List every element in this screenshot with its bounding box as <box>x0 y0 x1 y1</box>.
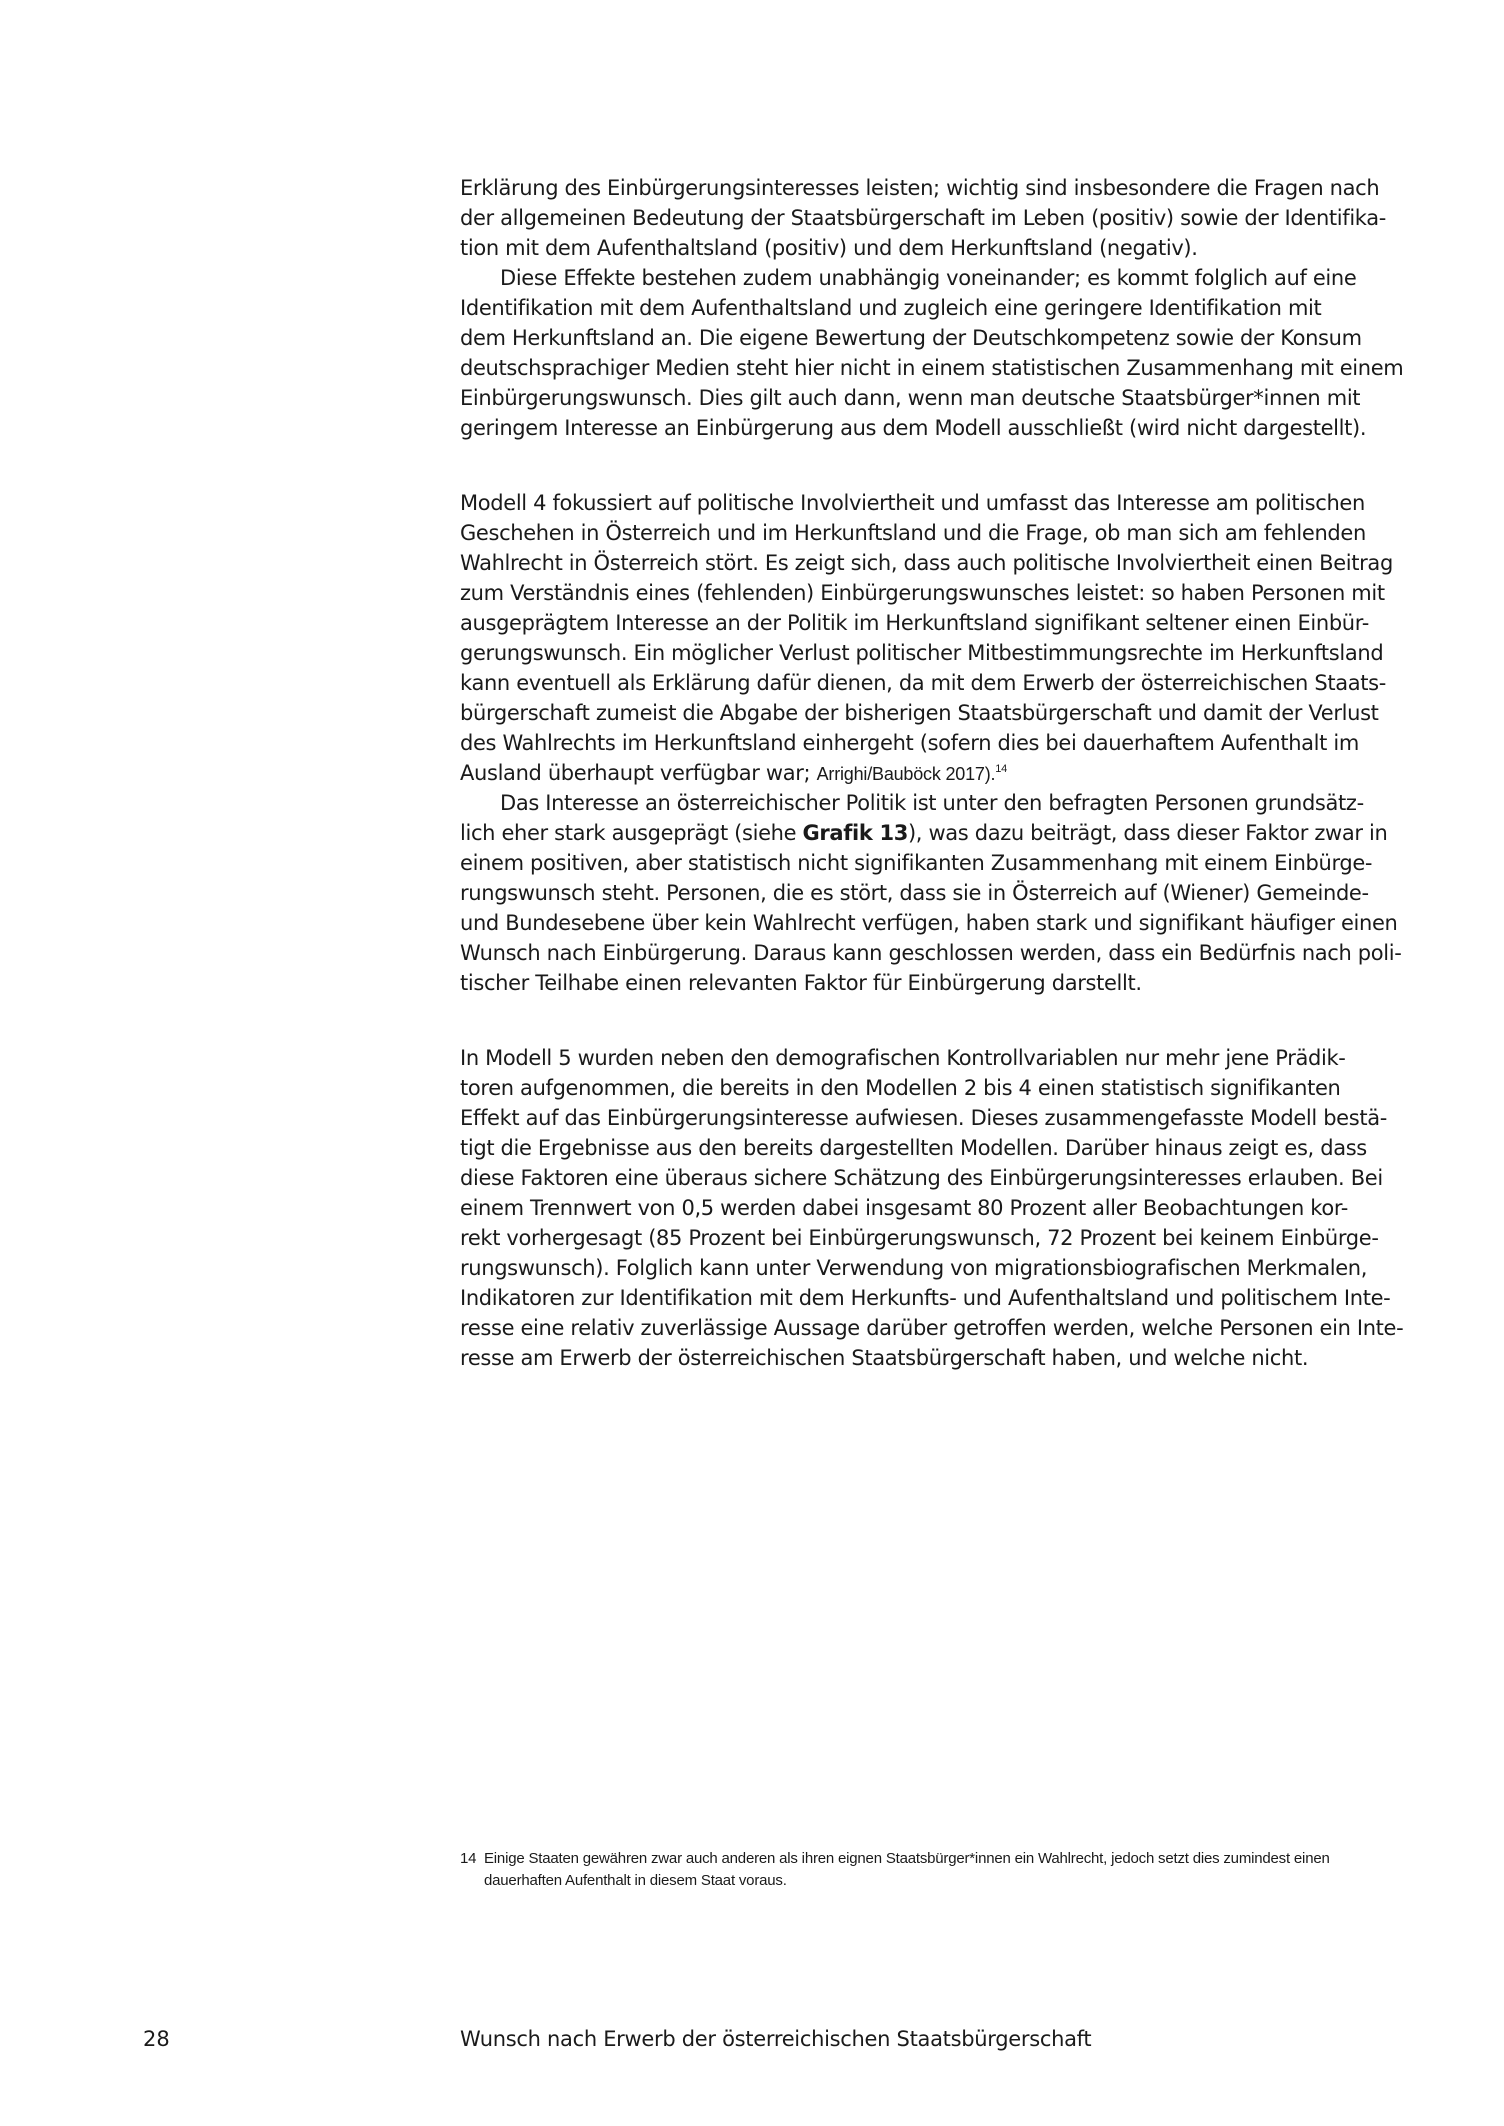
text-line: der allgemeinen Bedeutung der Staatsbürgerschaft im Leben (positiv) sowie der Identifika- <box>460 206 1386 230</box>
text-line: tion mit dem Aufenthaltsland (positiv) und dem Herkunftsland (negativ). <box>460 236 1198 260</box>
text-line: Wunsch nach Einbürgerung. Daraus kann geschlossen werden, dass ein Bedürfnis nach poli- <box>460 941 1402 965</box>
text-line: Einbürgerungswunsch. Dies gilt auch dann, wenn man deutsche Staatsbürger*innen mit <box>460 386 1361 410</box>
text-line: diese Faktoren eine überaus sichere Schätzung des Einbürgerungsinteresses erlauben. Bei <box>460 1166 1383 1190</box>
text-segment: lich eher stark ausgeprägt (siehe <box>460 821 803 845</box>
text-line: gerungswunsch. Ein möglicher Verlust politischer Mitbestimmungsrechte im Herkunftsland <box>460 641 1384 665</box>
text-line: rekt vorhergesagt (85 Prozent bei Einbürgerungswunsch, 72 Prozent bei keinem Einbürge- <box>460 1226 1379 1250</box>
text-line: geringem Interesse an Einbürgerung aus dem Modell ausschließt (wird nicht dargestellt). <box>460 416 1367 440</box>
text-line: dem Herkunftsland an. Die eigene Bewertung der Deutschkompetenz sowie der Konsum <box>460 326 1362 350</box>
text-line: einem Trennwert von 0,5 werden dabei insgesamt 80 Prozent aller Beobachtungen kor- <box>460 1196 1348 1220</box>
text-line: deutschsprachiger Medien steht hier nicht in einem statistischen Zusammenhang mit einem <box>460 356 1404 380</box>
text-line: rungswunsch steht. Personen, die es stört, dass sie in Österreich auf (Wiener) Gemeinde- <box>460 881 1369 905</box>
text-segment: Ausland überhaupt verfügbar war; <box>460 761 817 785</box>
text-line: tigt die Ergebnisse aus den bereits dargestellten Modellen. Darüber hinaus zeigt es, dass <box>460 1136 1367 1160</box>
running-title: Wunsch nach Erwerb der österreichischen Staatsbürgerschaft <box>460 2027 1092 2051</box>
footnote-number: 14 <box>460 1850 477 1867</box>
text-line: toren aufgenommen, die bereits in den Modellen 2 bis 4 einen statistisch signifikanten <box>460 1076 1341 1100</box>
footnote-line: Einige Staaten gewähren zwar auch anderen als ihren eignen Staatsbürger*innen ein Wahlrecht, jedoch setzt dies zumindest einen <box>484 1850 1330 1867</box>
text-line: einem positiven, aber statistisch nicht signifikanten Zusammenhang mit einem Einbürge- <box>460 851 1373 875</box>
text-line: Modell 4 fokussiert auf politische Involviertheit und umfasst das Interesse am politischen <box>460 491 1365 515</box>
text-line: tischer Teilhabe einen relevanten Faktor für Einbürgerung darstellt. <box>460 971 1142 995</box>
text-line: kann eventuell als Erklärung dafür dienen, da mit dem Erwerb der österreichischen Staats- <box>460 671 1386 695</box>
text-line: Diese Effekte bestehen zudem unabhängig voneinander; es kommt folglich auf eine <box>500 266 1357 290</box>
text-line: und Bundesebene über kein Wahlrecht verfügen, haben stark und signifikant häufiger einen <box>460 911 1398 935</box>
text-line: Identifikation mit dem Aufenthaltsland und zugleich eine geringere Identifikation mit <box>460 296 1322 320</box>
text-line: ausgeprägtem Interesse an der Politik im Herkunftsland signifikant seltener einen Einbür- <box>460 611 1369 635</box>
text-line: bürgerschaft zumeist die Abgabe der bisherigen Staatsbürgerschaft und damit der Verlust <box>460 701 1379 725</box>
text-line: In Modell 5 wurden neben den demografischen Kontrollvariablen nur mehr jene Prädik- <box>460 1046 1346 1070</box>
text-segment: ), was dazu beiträgt, dass dieser Faktor zwar in <box>907 821 1388 845</box>
page-number: 28 <box>143 2027 170 2051</box>
footnote-line: dauerhaften Aufenthalt in diesem Staat voraus. <box>484 1872 787 1889</box>
text-line: Indikatoren zur Identifikation mit dem Herkunfts- und Aufenthaltsland und politischem Inte- <box>460 1286 1391 1310</box>
text-line: rungswunsch). Folglich kann unter Verwendung von migrationsbiografischen Merkmalen, <box>460 1256 1368 1280</box>
citation: Arrighi/Bauböck 2017). <box>816 764 996 784</box>
text-line: Das Interesse an österreichischer Politik ist unter den befragten Personen grundsätz- <box>500 791 1364 815</box>
text-line: resse eine relativ zuverlässige Aussage darüber getroffen werden, welche Personen ein Inte- <box>460 1316 1404 1340</box>
figure-reference[interactable]: Grafik 13 <box>802 821 908 845</box>
text-line: Erklärung des Einbürgerungsinteresses leisten; wichtig sind insbesondere die Fragen nach <box>460 176 1380 200</box>
text-line: Wahlrecht in Österreich stört. Es zeigt sich, dass auch politische Involviertheit einen Beitrag <box>460 551 1393 575</box>
text-line: Effekt auf das Einbürgerungsinteresse aufwiesen. Dieses zusammengefasste Modell bestä- <box>460 1106 1387 1130</box>
text-line <box>460 758 1007 789</box>
text-line: Geschehen in Österreich und im Herkunftsland und die Frage, ob man sich am fehlenden <box>460 521 1366 545</box>
text-line: zum Verständnis eines (fehlenden) Einbürgerungswunsches leistet: so haben Personen mit <box>460 581 1385 605</box>
text-line: des Wahlrechts im Herkunftsland einhergeht (sofern dies bei dauerhaftem Aufenthalt im <box>460 731 1359 755</box>
footnote-ref[interactable]: 14 <box>995 763 1007 775</box>
text-line: resse am Erwerb der österreichischen Staatsbürgerschaft haben, und welche nicht. <box>460 1346 1309 1370</box>
text-line <box>460 818 1387 848</box>
